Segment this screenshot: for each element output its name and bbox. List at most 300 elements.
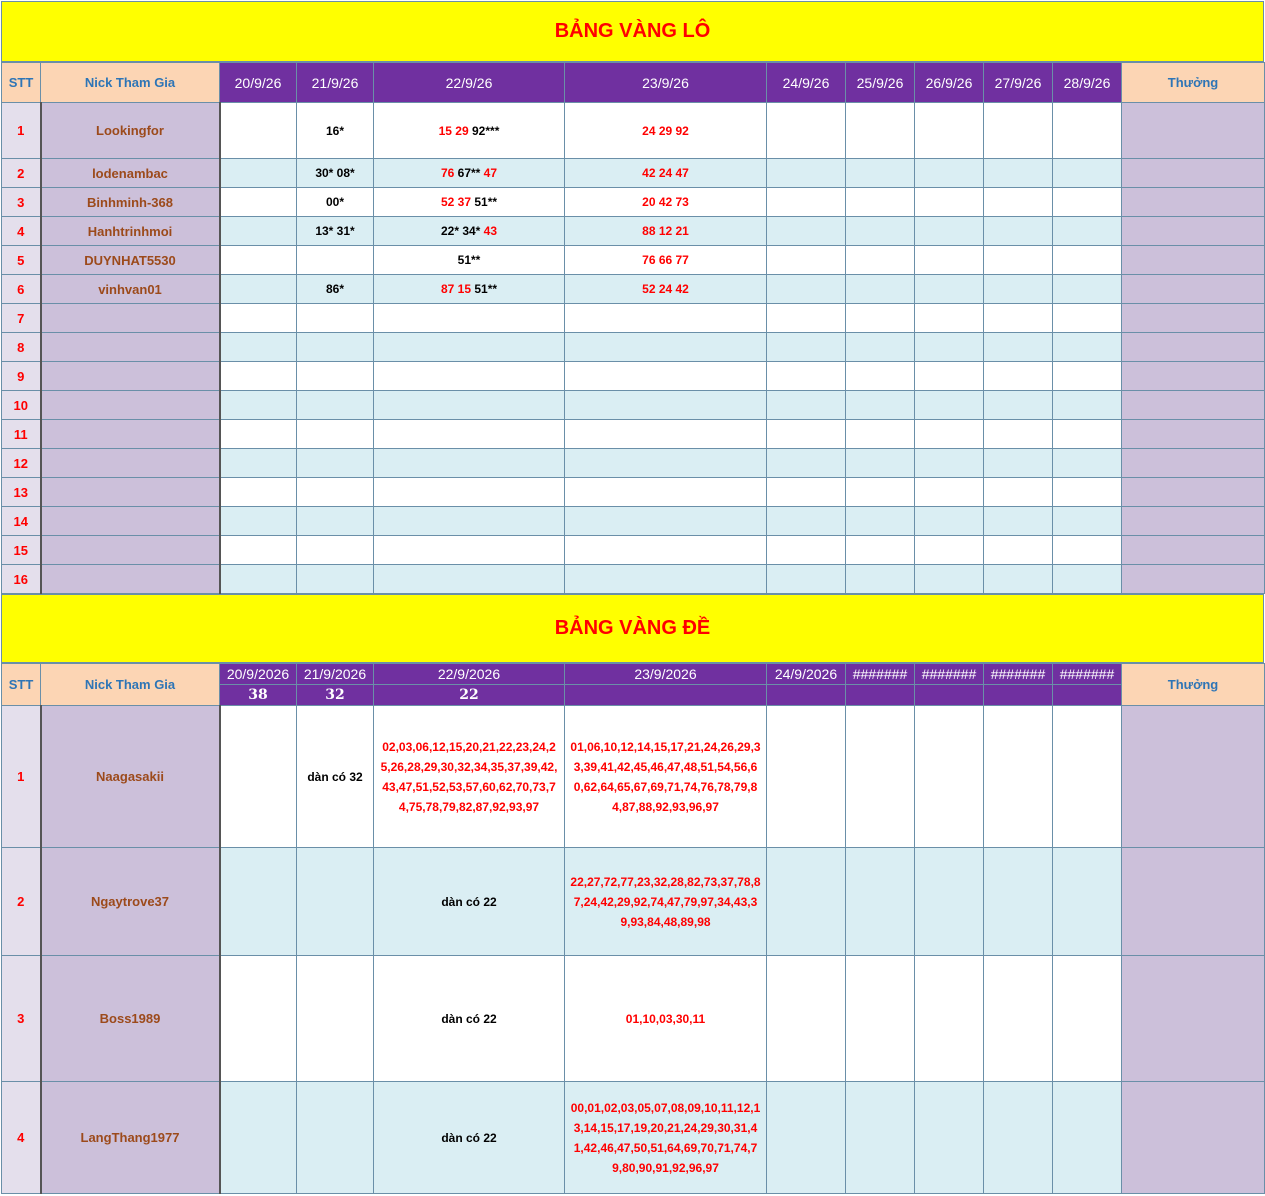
lo-cell-date-9[interactable] bbox=[1053, 565, 1122, 594]
lo-cell-value: 67** bbox=[457, 166, 484, 180]
de-cell-date-5[interactable] bbox=[767, 706, 846, 848]
lo-table-row bbox=[2, 275, 1265, 304]
lo-row-nick[interactable] bbox=[41, 333, 220, 362]
lo-cell-date-5[interactable] bbox=[767, 391, 846, 420]
lo-header-date-1: 20/9/26 bbox=[220, 63, 297, 103]
de-row-stt[interactable]: 2 bbox=[2, 848, 41, 956]
lo-cell-date-2[interactable] bbox=[297, 246, 374, 275]
de-result-5 bbox=[767, 685, 846, 706]
de-row-stt[interactable]: 1 bbox=[2, 706, 41, 848]
lo-cell-date-3[interactable] bbox=[374, 246, 565, 275]
lo-row-prize[interactable] bbox=[1122, 188, 1265, 217]
lo-row-nick[interactable]: DUYNHAT5530 bbox=[41, 246, 220, 275]
de-cell-date-4[interactable]: 22,27,72,77,23,32,28,82,73,37,78,87,24,42,29,92,74,47,79,97,34,43,39,93,84,48,89,98 bbox=[565, 848, 767, 956]
lo-cell-date-6[interactable] bbox=[846, 507, 915, 536]
lo-row-nick[interactable] bbox=[41, 420, 220, 449]
lo-cell-date-5[interactable] bbox=[767, 536, 846, 565]
de-cell-date-1[interactable] bbox=[220, 848, 297, 956]
lo-cell-date-8[interactable] bbox=[984, 188, 1053, 217]
de-header-date-2: 21/9/2026 bbox=[297, 664, 374, 685]
lo-cell-date-9[interactable] bbox=[1053, 333, 1122, 362]
lo-row-stt[interactable]: 3 bbox=[2, 188, 41, 217]
de-cell-date-6[interactable] bbox=[846, 848, 915, 956]
lo-header-date-3: 22/9/26 bbox=[374, 63, 565, 103]
de-cell-date-4[interactable]: 01,06,10,12,14,15,17,21,24,26,29,33,39,41,42,45,46,47,48,51,54,56,60,62,64,65,67,69,71,74,76,78,79,84,87,88,92,93,96,97 bbox=[565, 706, 767, 848]
lo-cell-date-1[interactable] bbox=[220, 565, 297, 594]
de-cell-date-6[interactable] bbox=[846, 706, 915, 848]
lo-cell-date-2[interactable] bbox=[297, 304, 374, 333]
lo-row-prize[interactable] bbox=[1122, 304, 1265, 333]
lo-cell-date-3[interactable] bbox=[374, 333, 565, 362]
lo-row-stt[interactable]: 12 bbox=[2, 449, 41, 478]
de-result-9 bbox=[1053, 685, 1122, 706]
de-header-date-4: 23/9/2026 bbox=[565, 664, 767, 685]
lo-cell-date-2[interactable] bbox=[297, 536, 374, 565]
lo-cell-date-9[interactable] bbox=[1053, 536, 1122, 565]
lo-cell-date-9[interactable] bbox=[1053, 478, 1122, 507]
lo-cell-date-7[interactable] bbox=[915, 391, 984, 420]
de-cell-date-3[interactable]: dàn có 22 bbox=[374, 1082, 565, 1194]
de-cell-date-5[interactable] bbox=[767, 848, 846, 956]
lo-table bbox=[1, 62, 1265, 594]
lo-table-row bbox=[2, 478, 1265, 507]
lo-cell-date-5[interactable] bbox=[767, 188, 846, 217]
de-cell-date-8[interactable] bbox=[984, 706, 1053, 848]
lo-row-nick[interactable] bbox=[41, 536, 220, 565]
de-cell-date-3[interactable]: dàn có 22 bbox=[374, 956, 565, 1082]
lo-cell-date-9[interactable] bbox=[1053, 449, 1122, 478]
lo-cell-date-9[interactable] bbox=[1053, 188, 1122, 217]
lo-cell-date-7[interactable] bbox=[915, 478, 984, 507]
lo-cell-date-6[interactable] bbox=[846, 362, 915, 391]
lo-cell-date-4[interactable] bbox=[565, 188, 767, 217]
lo-cell-date-9[interactable] bbox=[1053, 304, 1122, 333]
lo-header-row bbox=[2, 63, 1265, 103]
lo-cell-date-3[interactable] bbox=[374, 478, 565, 507]
lo-cell-date-8[interactable] bbox=[984, 103, 1053, 159]
lo-cell-date-2[interactable] bbox=[297, 188, 374, 217]
lo-row-prize[interactable] bbox=[1122, 507, 1265, 536]
lo-cell-date-3[interactable] bbox=[374, 507, 565, 536]
de-header-stt: STT bbox=[2, 664, 41, 706]
de-row-stt[interactable]: 3 bbox=[2, 956, 41, 1082]
de-cell-date-2[interactable] bbox=[297, 848, 374, 956]
lo-cell-date-7[interactable] bbox=[915, 188, 984, 217]
lo-cell-date-8[interactable] bbox=[984, 159, 1053, 188]
lo-cell-date-3[interactable] bbox=[374, 304, 565, 333]
lo-cell-date-1[interactable] bbox=[220, 536, 297, 565]
lo-row-prize[interactable] bbox=[1122, 103, 1265, 159]
lo-cell-date-8[interactable] bbox=[984, 565, 1053, 594]
de-cell-date-9[interactable] bbox=[1053, 848, 1122, 956]
de-cell-date-1[interactable] bbox=[220, 956, 297, 1082]
de-cell-date-6[interactable] bbox=[846, 956, 915, 1082]
lo-cell-date-2[interactable] bbox=[297, 507, 374, 536]
lo-cell-date-5[interactable] bbox=[767, 103, 846, 159]
de-cell-date-8[interactable] bbox=[984, 1082, 1053, 1194]
lo-row-stt[interactable]: 4 bbox=[2, 217, 41, 246]
lo-cell-date-7[interactable] bbox=[915, 217, 984, 246]
lo-cell-date-5[interactable] bbox=[767, 565, 846, 594]
de-cell-date-7[interactable] bbox=[915, 956, 984, 1082]
lo-cell-date-1[interactable] bbox=[220, 420, 297, 449]
de-header-date-9: ####### bbox=[1053, 664, 1122, 685]
lo-row-prize[interactable] bbox=[1122, 536, 1265, 565]
de-cell-date-1[interactable] bbox=[220, 1082, 297, 1194]
lo-row-prize[interactable] bbox=[1122, 420, 1265, 449]
de-cell-date-3[interactable]: dàn có 22 bbox=[374, 848, 565, 956]
lo-cell-date-4[interactable] bbox=[565, 362, 767, 391]
lo-row-stt[interactable]: 11 bbox=[2, 420, 41, 449]
lo-cell-date-3[interactable] bbox=[374, 420, 565, 449]
lo-cell-date-7[interactable] bbox=[915, 246, 984, 275]
lo-row-stt[interactable]: 15 bbox=[2, 536, 41, 565]
lo-cell-date-7[interactable] bbox=[915, 362, 984, 391]
lo-table-row bbox=[2, 362, 1265, 391]
de-row-prize[interactable] bbox=[1122, 1082, 1265, 1194]
lo-row-stt[interactable]: 9 bbox=[2, 362, 41, 391]
lo-cell-date-7[interactable] bbox=[915, 507, 984, 536]
lo-cell-value: 24 29 92 bbox=[642, 123, 689, 138]
lo-cell-date-7[interactable] bbox=[915, 304, 984, 333]
lo-row-stt[interactable]: 1 bbox=[2, 103, 41, 159]
lo-cell-date-1[interactable] bbox=[220, 507, 297, 536]
de-row-nick[interactable]: Boss1989 bbox=[41, 956, 220, 1082]
lo-cell-date-5[interactable] bbox=[767, 159, 846, 188]
lo-row-prize[interactable] bbox=[1122, 478, 1265, 507]
lo-header-prize: Thưởng bbox=[1122, 63, 1265, 103]
lo-cell-date-1[interactable] bbox=[220, 159, 297, 188]
lo-cell-date-4[interactable] bbox=[565, 478, 767, 507]
de-row-nick[interactable]: Naagasakii bbox=[41, 706, 220, 848]
de-header-date-7: ####### bbox=[915, 664, 984, 685]
lo-cell-date-4[interactable] bbox=[565, 103, 767, 159]
de-result-8 bbox=[984, 685, 1053, 706]
lo-row-stt[interactable]: 7 bbox=[2, 304, 41, 333]
lo-cell-value: 22* 34* bbox=[440, 224, 484, 238]
lo-header-date-9: 28/9/26 bbox=[1053, 63, 1122, 103]
lo-cell-date-5[interactable] bbox=[767, 246, 846, 275]
lo-cell-date-2[interactable] bbox=[297, 420, 374, 449]
lo-cell-date-6[interactable] bbox=[846, 391, 915, 420]
lo-cell-date-2[interactable] bbox=[297, 333, 374, 362]
lo-cell-date-4[interactable] bbox=[565, 304, 767, 333]
lo-cell-date-3[interactable] bbox=[374, 275, 565, 304]
de-row-stt[interactable]: 4 bbox=[2, 1082, 41, 1194]
lo-cell-date-2[interactable] bbox=[297, 449, 374, 478]
lo-header-nick: Nick Tham Gia bbox=[41, 63, 220, 103]
lo-cell-date-7[interactable] bbox=[915, 565, 984, 594]
lo-row-nick[interactable]: Hanhtrinhmoi bbox=[41, 217, 220, 246]
lo-cell-date-4[interactable] bbox=[565, 420, 767, 449]
lo-cell-date-6[interactable] bbox=[846, 217, 915, 246]
de-result-3: 22 bbox=[374, 685, 565, 706]
lo-cell-date-6[interactable] bbox=[846, 188, 915, 217]
lo-cell-date-3[interactable] bbox=[374, 188, 565, 217]
lo-cell-date-1[interactable] bbox=[220, 333, 297, 362]
lo-cell-date-2[interactable] bbox=[297, 565, 374, 594]
lo-row-nick[interactable] bbox=[41, 478, 220, 507]
lo-cell-date-7[interactable] bbox=[915, 536, 984, 565]
de-row-prize[interactable] bbox=[1122, 706, 1265, 848]
lo-row-prize[interactable] bbox=[1122, 159, 1265, 188]
lo-cell-date-4[interactable] bbox=[565, 449, 767, 478]
lo-cell-date-6[interactable] bbox=[846, 304, 915, 333]
lo-cell-date-3[interactable] bbox=[374, 159, 565, 188]
lo-cell-date-6[interactable] bbox=[846, 159, 915, 188]
de-cell-date-7[interactable] bbox=[915, 706, 984, 848]
lo-cell-date-8[interactable] bbox=[984, 478, 1053, 507]
lo-row-stt[interactable]: 6 bbox=[2, 275, 41, 304]
lo-row-nick[interactable]: vinhvan01 bbox=[41, 275, 220, 304]
lo-cell-date-8[interactable] bbox=[984, 507, 1053, 536]
lo-cell-date-4[interactable] bbox=[565, 536, 767, 565]
de-cell-date-8[interactable] bbox=[984, 848, 1053, 956]
lo-cell-date-6[interactable] bbox=[846, 449, 915, 478]
de-cell-date-2[interactable]: dàn có 32 bbox=[297, 706, 374, 848]
lo-cell-date-1[interactable] bbox=[220, 304, 297, 333]
lo-header-date-8: 27/9/26 bbox=[984, 63, 1053, 103]
lo-row-stt[interactable]: 8 bbox=[2, 333, 41, 362]
lo-header-stt: STT bbox=[2, 63, 41, 103]
lo-cell-value: 76 66 77 bbox=[642, 253, 689, 267]
de-cell-date-8[interactable] bbox=[984, 956, 1053, 1082]
lo-cell-date-4[interactable] bbox=[565, 246, 767, 275]
lo-row-prize[interactable] bbox=[1122, 275, 1265, 304]
lo-cell-date-1[interactable] bbox=[220, 188, 297, 217]
lo-cell-date-7[interactable] bbox=[915, 275, 984, 304]
lo-cell-date-2[interactable] bbox=[297, 103, 374, 159]
lo-cell-date-9[interactable] bbox=[1053, 391, 1122, 420]
lo-row-prize[interactable] bbox=[1122, 217, 1265, 246]
lo-table-row bbox=[2, 217, 1265, 246]
lo-cell-value: 51** bbox=[474, 282, 498, 296]
lo-cell-date-8[interactable] bbox=[984, 275, 1053, 304]
de-table-row bbox=[2, 956, 1265, 1082]
lo-row-nick[interactable]: Lookingfor bbox=[41, 103, 220, 159]
lo-cell-date-1[interactable] bbox=[220, 478, 297, 507]
de-cell-date-7[interactable] bbox=[915, 848, 984, 956]
lo-table-row bbox=[2, 420, 1265, 449]
lo-cell-date-7[interactable] bbox=[915, 103, 984, 159]
lo-table-row bbox=[2, 304, 1265, 333]
lo-cell-date-7[interactable] bbox=[915, 449, 984, 478]
lo-cell-value: 00* bbox=[325, 195, 345, 209]
lo-cell-date-8[interactable] bbox=[984, 304, 1053, 333]
lo-cell-date-6[interactable] bbox=[846, 420, 915, 449]
lo-cell-date-3[interactable] bbox=[374, 449, 565, 478]
lo-cell-date-2[interactable] bbox=[297, 217, 374, 246]
lo-cell-date-8[interactable] bbox=[984, 362, 1053, 391]
de-cell-date-9[interactable] bbox=[1053, 706, 1122, 848]
lo-row-nick[interactable] bbox=[41, 507, 220, 536]
lo-cell-date-3[interactable] bbox=[374, 536, 565, 565]
lo-cell-date-4[interactable] bbox=[565, 275, 767, 304]
lo-cell-date-9[interactable] bbox=[1053, 217, 1122, 246]
lo-cell-date-2[interactable] bbox=[297, 159, 374, 188]
lo-cell-date-3[interactable] bbox=[374, 391, 565, 420]
de-table-row bbox=[2, 848, 1265, 956]
lo-row-stt[interactable]: 14 bbox=[2, 507, 41, 536]
de-cell-date-2[interactable] bbox=[297, 956, 374, 1082]
lo-row-nick[interactable] bbox=[41, 304, 220, 333]
lo-cell-date-1[interactable] bbox=[220, 362, 297, 391]
lo-cell-date-9[interactable] bbox=[1053, 159, 1122, 188]
de-cell-date-6[interactable] bbox=[846, 1082, 915, 1194]
lo-table-row bbox=[2, 391, 1265, 420]
de-header-prize: Thưởng bbox=[1122, 664, 1265, 706]
lo-cell-date-4[interactable] bbox=[565, 159, 767, 188]
lo-row-stt[interactable]: 13 bbox=[2, 478, 41, 507]
lo-cell-date-6[interactable] bbox=[846, 246, 915, 275]
lo-cell-date-5[interactable] bbox=[767, 275, 846, 304]
de-header-row bbox=[2, 664, 1265, 685]
lo-cell-value: 13* 31* bbox=[315, 224, 355, 238]
lo-row-prize[interactable] bbox=[1122, 565, 1265, 594]
lo-cell-date-8[interactable] bbox=[984, 449, 1053, 478]
lo-cell-date-7[interactable] bbox=[915, 159, 984, 188]
lo-table-row bbox=[2, 188, 1265, 217]
de-row-prize[interactable] bbox=[1122, 848, 1265, 956]
lo-header-date-2: 21/9/26 bbox=[297, 63, 374, 103]
de-result-6 bbox=[846, 685, 915, 706]
lo-cell-date-6[interactable] bbox=[846, 478, 915, 507]
de-cell-date-4[interactable]: 00,01,02,03,05,07,08,09,10,11,12,13,14,15,17,19,20,21,24,29,30,31,41,42,46,47,50,51,64,69,70,71,74,79,80,90,91,92,96,97 bbox=[565, 1082, 767, 1194]
lo-row-nick[interactable] bbox=[41, 565, 220, 594]
lo-row-nick[interactable] bbox=[41, 391, 220, 420]
de-header-date-6: ####### bbox=[846, 664, 915, 685]
lo-cell-date-6[interactable] bbox=[846, 275, 915, 304]
lo-cell-date-3[interactable] bbox=[374, 103, 565, 159]
lo-cell-date-8[interactable] bbox=[984, 333, 1053, 362]
lo-cell-date-4[interactable] bbox=[565, 217, 767, 246]
lo-cell-date-1[interactable] bbox=[220, 217, 297, 246]
lo-row-stt[interactable]: 5 bbox=[2, 246, 41, 275]
lo-cell-date-4[interactable] bbox=[565, 565, 767, 594]
lo-cell-date-8[interactable] bbox=[984, 391, 1053, 420]
de-result-1: 38 bbox=[220, 685, 297, 706]
lo-cell-date-9[interactable] bbox=[1053, 362, 1122, 391]
lo-table-row bbox=[2, 565, 1265, 594]
de-row-nick[interactable]: Ngaytrove37 bbox=[41, 848, 220, 956]
lo-cell-date-9[interactable] bbox=[1053, 275, 1122, 304]
lo-cell-date-2[interactable] bbox=[297, 478, 374, 507]
de-result-2: 32 bbox=[297, 685, 374, 706]
lo-cell-date-2[interactable] bbox=[297, 275, 374, 304]
lo-cell-date-7[interactable] bbox=[915, 333, 984, 362]
lo-cell-date-4[interactable] bbox=[565, 391, 767, 420]
lo-cell-date-9[interactable] bbox=[1053, 103, 1122, 159]
de-title: BẢNG VÀNG ĐỀ bbox=[1, 594, 1264, 663]
lo-row-prize[interactable] bbox=[1122, 449, 1265, 478]
lo-cell-date-1[interactable] bbox=[220, 275, 297, 304]
de-cell-date-9[interactable] bbox=[1053, 1082, 1122, 1194]
de-table-row bbox=[2, 706, 1265, 848]
lo-cell-date-3[interactable] bbox=[374, 362, 565, 391]
lo-cell-date-5[interactable] bbox=[767, 478, 846, 507]
lo-cell-date-4[interactable] bbox=[565, 507, 767, 536]
lo-row-nick[interactable]: lodenambac bbox=[41, 159, 220, 188]
de-cell-date-1[interactable] bbox=[220, 706, 297, 848]
lo-cell-date-1[interactable] bbox=[220, 391, 297, 420]
lo-cell-date-8[interactable] bbox=[984, 246, 1053, 275]
lo-cell-date-6[interactable] bbox=[846, 333, 915, 362]
lo-cell-date-8[interactable] bbox=[984, 217, 1053, 246]
lo-cell-date-9[interactable] bbox=[1053, 420, 1122, 449]
de-result-7 bbox=[915, 685, 984, 706]
lo-row-nick[interactable] bbox=[41, 362, 220, 391]
lo-cell-value: 88 12 21 bbox=[642, 224, 689, 238]
lo-cell-value: 30* 08* bbox=[315, 166, 355, 180]
lo-cell-date-5[interactable] bbox=[767, 304, 846, 333]
de-row-nick[interactable]: LangThang1977 bbox=[41, 1082, 220, 1194]
lo-cell-date-6[interactable] bbox=[846, 536, 915, 565]
lo-cell-date-8[interactable] bbox=[984, 420, 1053, 449]
lo-cell-date-4[interactable] bbox=[565, 333, 767, 362]
lo-cell-date-5[interactable] bbox=[767, 507, 846, 536]
lo-row-stt[interactable]: 10 bbox=[2, 391, 41, 420]
lo-row-stt[interactable]: 2 bbox=[2, 159, 41, 188]
lo-cell-date-8[interactable] bbox=[984, 536, 1053, 565]
lo-table-row bbox=[2, 449, 1265, 478]
lo-cell-date-1[interactable] bbox=[220, 449, 297, 478]
lo-cell-date-1[interactable] bbox=[220, 103, 297, 159]
lo-cell-value: 16* bbox=[325, 123, 345, 138]
lo-row-prize[interactable] bbox=[1122, 391, 1265, 420]
lo-header-date-7: 26/9/26 bbox=[915, 63, 984, 103]
de-cell-date-2[interactable] bbox=[297, 1082, 374, 1194]
lo-header-date-6: 25/9/26 bbox=[846, 63, 915, 103]
lo-row-prize[interactable] bbox=[1122, 246, 1265, 275]
lo-cell-date-5[interactable] bbox=[767, 333, 846, 362]
lo-row-nick[interactable]: Binhminh-368 bbox=[41, 188, 220, 217]
lo-row-prize[interactable] bbox=[1122, 362, 1265, 391]
lo-cell-date-5[interactable] bbox=[767, 420, 846, 449]
lo-cell-date-9[interactable] bbox=[1053, 507, 1122, 536]
de-header-date-5: 24/9/2026 bbox=[767, 664, 846, 685]
lo-cell-date-1[interactable] bbox=[220, 246, 297, 275]
de-cell-date-5[interactable] bbox=[767, 1082, 846, 1194]
lo-row-prize[interactable] bbox=[1122, 333, 1265, 362]
lo-cell-date-3[interactable] bbox=[374, 217, 565, 246]
de-row-prize[interactable] bbox=[1122, 956, 1265, 1082]
lo-cell-value: 51** bbox=[457, 253, 481, 267]
lo-cell-date-5[interactable] bbox=[767, 449, 846, 478]
de-cell-date-7[interactable] bbox=[915, 1082, 984, 1194]
de-header-date-8: ####### bbox=[984, 664, 1053, 685]
lo-cell-date-6[interactable] bbox=[846, 103, 915, 159]
de-cell-date-5[interactable] bbox=[767, 956, 846, 1082]
lo-cell-date-3[interactable] bbox=[374, 565, 565, 594]
de-cell-date-9[interactable] bbox=[1053, 956, 1122, 1082]
de-header-nick: Nick Tham Gia bbox=[41, 664, 220, 706]
lo-cell-date-2[interactable] bbox=[297, 391, 374, 420]
lo-cell-date-5[interactable] bbox=[767, 217, 846, 246]
lo-cell-date-2[interactable] bbox=[297, 362, 374, 391]
lo-cell-value: 43 bbox=[483, 224, 498, 238]
de-cell-date-4[interactable]: 01,10,03,30,11 bbox=[565, 956, 767, 1082]
lo-cell-date-6[interactable] bbox=[846, 565, 915, 594]
lo-cell-value: 42 24 47 bbox=[642, 166, 689, 180]
lo-cell-date-9[interactable] bbox=[1053, 246, 1122, 275]
lo-row-nick[interactable] bbox=[41, 449, 220, 478]
lo-cell-value: 86* bbox=[325, 282, 345, 296]
lo-row-stt[interactable]: 16 bbox=[2, 565, 41, 594]
lo-header-date-5: 24/9/26 bbox=[767, 63, 846, 103]
lo-cell-date-5[interactable] bbox=[767, 362, 846, 391]
lo-cell-date-7[interactable] bbox=[915, 420, 984, 449]
de-cell-date-3[interactable]: 02,03,06,12,15,20,21,22,23,24,25,26,28,29,30,32,34,35,37,39,42,43,47,51,52,53,57,60,62,70,73,74,75,78,79,82,87,92,93,97 bbox=[374, 706, 565, 848]
